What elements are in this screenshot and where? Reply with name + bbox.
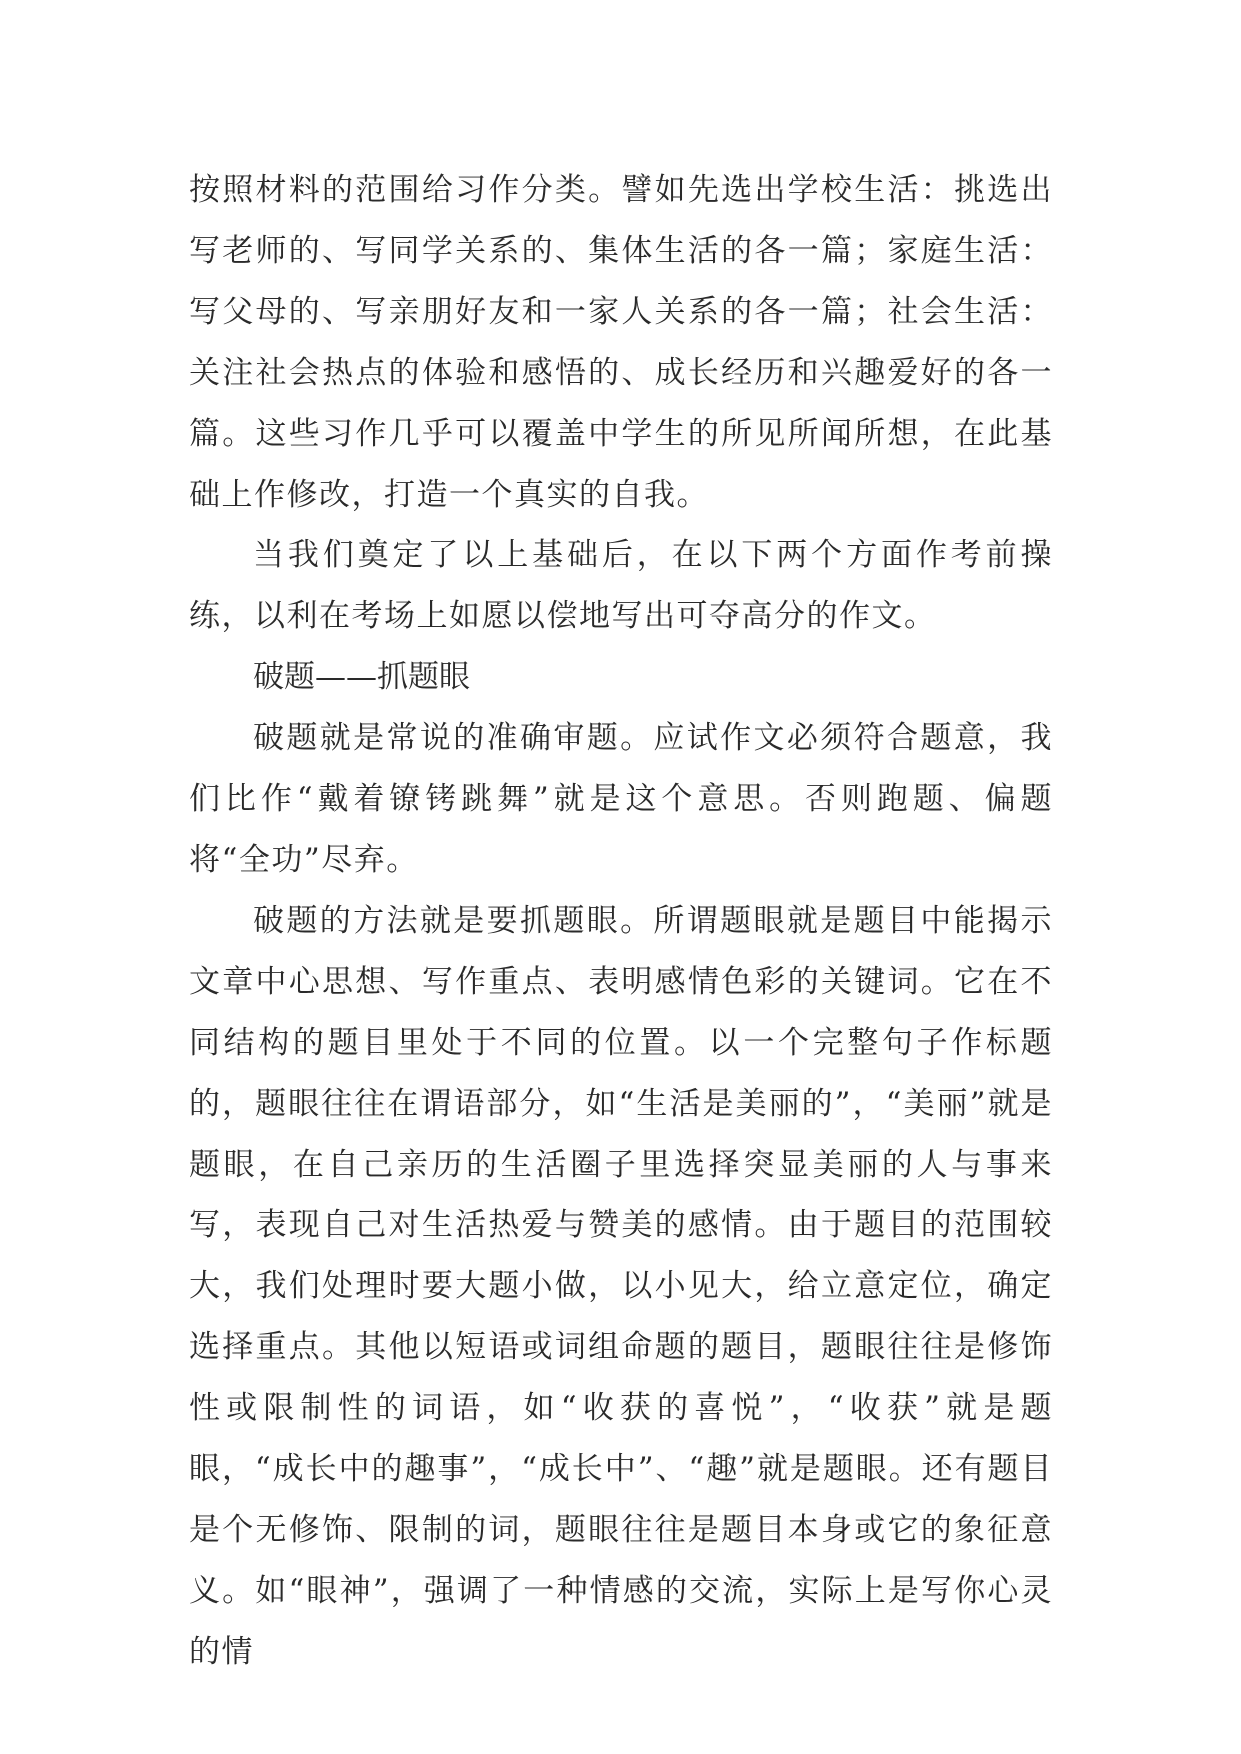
paragraph-4: 破题的方法就是要抓题眼。所谓题眼就是题目中能揭示文章中心思想、写作重点、表明感情色彩的关键词。它在不同结构的题目里处于不同的位置。以一个完整句子作标题的，题眼往往在谓语部分，如“生活是美丽的”，“美丽”就是题眼，在自己亲历的生活圈子里选择突显美丽的人与事来写，表现自己对生活热爱与赞美的感情。由于题目的范围较大，我们处理时要大题小做，以小见大，给立意定位，确定选择重点。其他以短语或词组命题的题目，题眼往往是修饰性或限制性的词语，如“收获的喜悦”，“收获”就是题眼，“成长中的趣事”，“成长中”、“趣”就是题眼。还有题目是个无修饰、限制的词，题眼往往是题目本身或它的象征意义。如“眼神”，强调了一种情感的交流，实际上是写你心灵的情	[189, 902, 1053, 1670]
paragraph-1: 按照材料的范围给习作分类。譬如先选出学校生活：挑选出写老师的、写同学关系的、集体生活的各一篇；家庭生活：写父母的、写亲朋好友和一家人关系的各一篇；社会生活：关注社会热点的体验和感悟的、成长经历和兴趣爱好的各一篇。这些习作几乎可以覆盖中学生的所见所闻所想，在此基础上作修改，打造一个真实的自我。	[189, 172, 1053, 513]
document-body	[189, 160, 1053, 1683]
paragraph-2: 当我们奠定了以上基础后，在以下两个方面作考前操练，以利在考场上如愿以偿地写出可夺高分的作文。	[189, 537, 1053, 635]
paragraph-3: 破题就是常说的准确审题。应试作文必须符合题意，我们比作“戴着镣铐跳舞”就是这个意思。否则跑题、偏题将“全功”尽弃。	[189, 720, 1053, 878]
section-heading: 破题——抓题眼	[253, 659, 470, 696]
